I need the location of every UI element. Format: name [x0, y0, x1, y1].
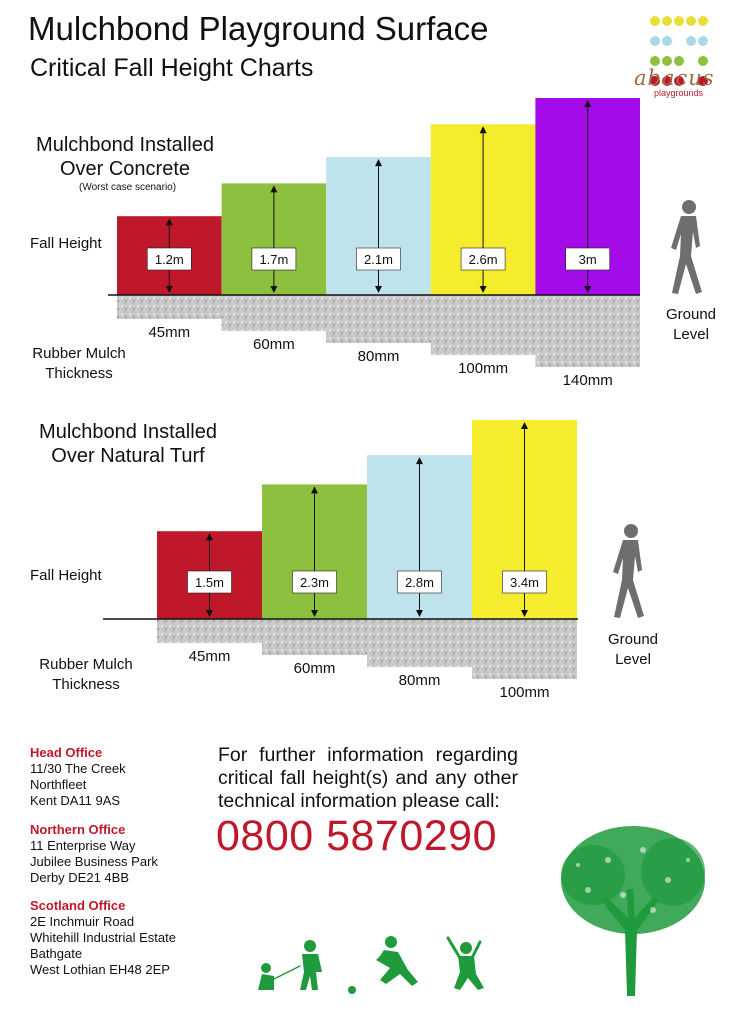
category-label: 45mm: [148, 324, 191, 341]
office-name: Head Office: [30, 745, 103, 760]
category-label: 80mm: [357, 348, 400, 365]
chart1-xlabel: Rubber Mulch Thickness: [32, 345, 126, 382]
value-label: 1.7m: [259, 252, 289, 267]
office-line: Kent DA11 9AS: [30, 793, 121, 808]
value-label: 2.3m: [300, 575, 329, 590]
office-line: West Lothian EH48 2EP: [30, 962, 170, 977]
value-label: 3m: [578, 252, 597, 267]
office-scotland: [30, 898, 220, 978]
chart2-ylabel: Fall Height: [30, 567, 102, 584]
phone-number[interactable]: 0800 5870290: [216, 812, 498, 860]
value-label: 2.6m: [468, 252, 498, 267]
office-head: [30, 745, 220, 809]
category-label: 100mm: [458, 360, 509, 377]
value-label: 2.1m: [364, 252, 393, 267]
office-name: Northern Office: [30, 822, 126, 837]
ground-label-line1: Ground: [607, 631, 659, 648]
office-name: Scotland Office: [30, 898, 126, 913]
value-label: 2.8m: [405, 575, 434, 590]
walking-person-icon: [604, 522, 660, 622]
value-label: 1.5m: [195, 575, 224, 590]
children-playing-icon: [248, 930, 508, 998]
value-label: 1.2m: [154, 252, 184, 267]
mulch-slab: [472, 619, 577, 679]
office-northern: [30, 822, 220, 886]
ground-label-line2: Level: [615, 651, 651, 668]
office-line: Derby DE21 4BB: [30, 870, 129, 885]
ground-label-line1: Ground: [665, 306, 717, 323]
chart2-xlabel: Rubber Mulch Thickness: [39, 656, 133, 693]
chart2-title: Mulchbond Installed Over Natural Turf: [39, 421, 217, 467]
office-line: Northfleet: [30, 777, 87, 792]
tree-icon: [548, 820, 718, 1000]
ground-label-line2: Level: [673, 326, 709, 343]
office-line: Bathgate: [30, 946, 83, 961]
chart2-ground-label: [598, 630, 668, 670]
category-label: 60mm: [293, 660, 336, 677]
office-line: 11/30 The Creek: [30, 761, 126, 776]
office-line: Whitehill Industrial Estate: [30, 930, 176, 945]
page-title: Mulchbond Playground Surface: [28, 10, 489, 47]
page-subtitle: Critical Fall Height Charts: [30, 54, 314, 82]
logo-wordmark: abacus: [634, 66, 715, 90]
chart1-note: (Worst case scenario): [79, 182, 177, 193]
value-label: 3.4m: [510, 575, 539, 590]
chart1-ylabel: Fall Height: [30, 235, 102, 252]
category-label: 80mm: [398, 672, 441, 689]
mulch-slab: [157, 619, 262, 643]
chart1-title: Mulchbond Installed Over Concrete: [36, 134, 214, 180]
category-label: 45mm: [188, 648, 231, 665]
mulch-slab: [367, 619, 472, 667]
contact-text: For further information regarding critical fall height(s) and any other technical information please call:: [218, 744, 518, 812]
category-label: 140mm: [562, 372, 613, 389]
mulch-slab: [262, 619, 367, 655]
office-line: 11 Enterprise Way: [30, 838, 136, 853]
category-label: 60mm: [253, 336, 295, 353]
office-line: 2E Inchmuir Road: [30, 914, 135, 929]
office-line: Jubilee Business Park: [30, 854, 158, 869]
category-label: 100mm: [499, 684, 550, 701]
offices-list: [30, 745, 220, 978]
logo-tagline: playgrounds: [654, 88, 704, 98]
